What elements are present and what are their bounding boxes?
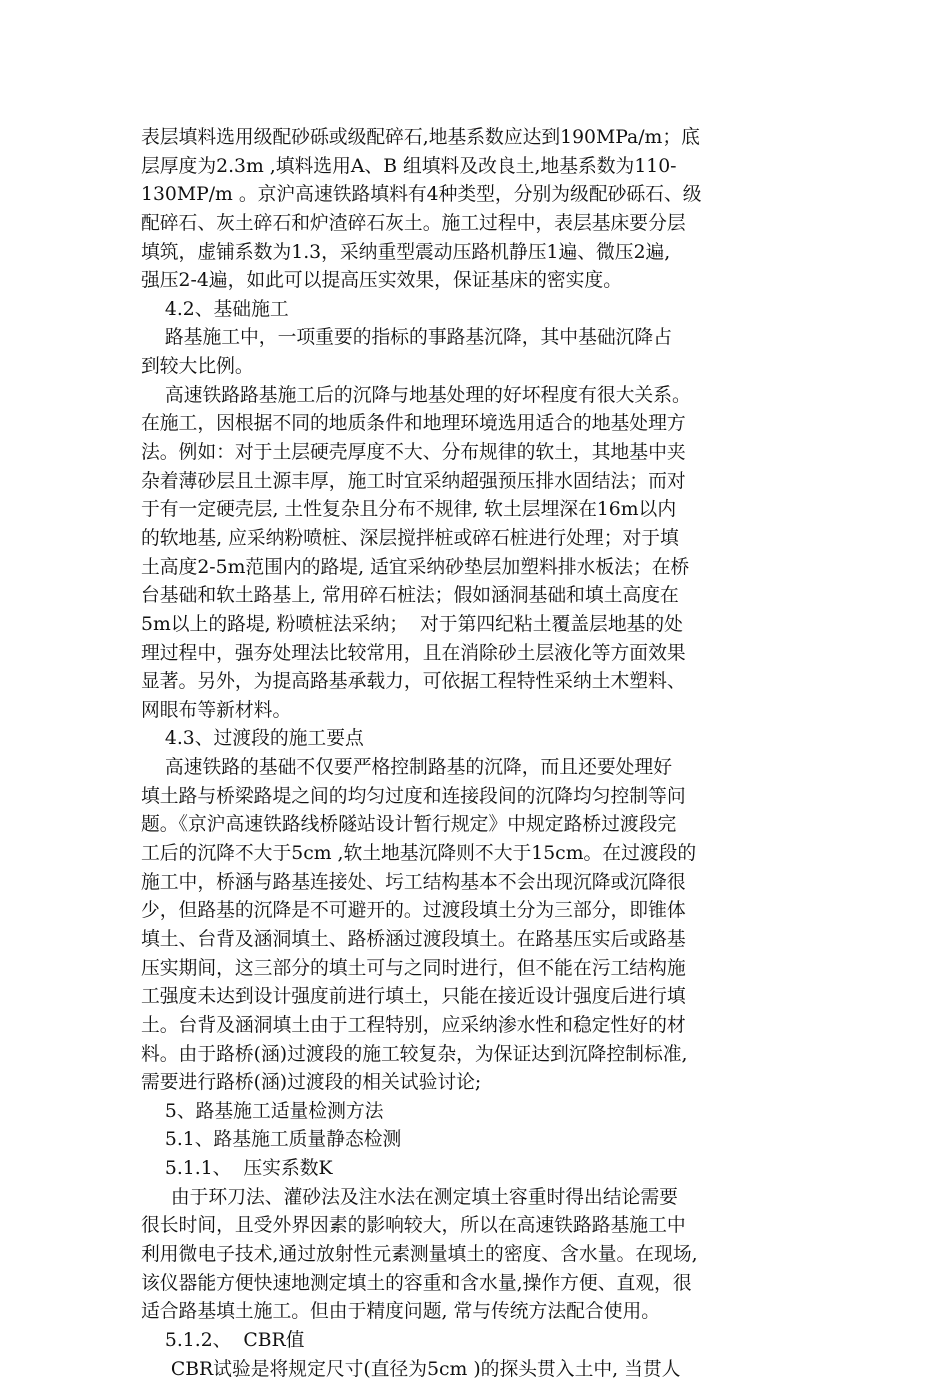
section-heading: 5.1.1、 压实系数K bbox=[141, 1158, 333, 1180]
section-heading: 4.2、基础施工 bbox=[141, 298, 289, 320]
text-line: 于有一定硬壳层, 土性复杂且分布不规律, 软土层埋深在16m以内 bbox=[141, 499, 677, 521]
text-line: 由于环刀法、灌砂法及注水法在测定填土容重时得出结论需要 bbox=[141, 1186, 678, 1208]
text-line: 130MP/m 。京沪高速铁路填料有4种类型，分别为级配砂砾石、级 bbox=[141, 184, 702, 206]
text-line: 适合路基填土施工。但由于精度问题, 常与传统方法配合使用。 bbox=[141, 1301, 661, 1323]
text-line: 填土路与桥梁路堤之间的均匀过度和连接段间的沉降均匀控制等问 bbox=[141, 785, 686, 807]
text-line: 填筑，虚铺系数为1.3，采纳重型震动压路机静压1遍、微压2遍, bbox=[141, 241, 671, 263]
text-line: 5m以上的路堤, 粉喷桩法采纳； 对于第四纪粘土覆盖层地基的处 bbox=[141, 613, 683, 635]
text-line: 少，但路基的沉降是不可避开的。过渡段填土分为三部分，即锥体 bbox=[141, 900, 686, 922]
text-line: 强压2-4遍，如此可以提高压实效果，保证基床的密实度。 bbox=[141, 270, 622, 292]
text-line: 高速铁路路基施工后的沉降与地基处理的好坏程度有很大关系。 bbox=[141, 384, 691, 406]
text-line: 的软地基, 应采纳粉喷桩、深层搅拌桩或碎石桩进行处理；对于填 bbox=[141, 527, 679, 549]
section-heading: 5.1.2、 CBR值 bbox=[141, 1329, 305, 1351]
text-line: 网眼布等新材料。 bbox=[141, 699, 292, 721]
text-line: 表层填料选用级配砂砾或级配碎石,地基系数应达到190MPa/m；底 bbox=[141, 127, 700, 148]
text-line: 法。例如：对于土层硬壳厚度不大、分布规律的软土，其地基中夹 bbox=[141, 442, 686, 464]
text-line: 题。《京沪高速铁路线桥隧站设计暂行规定》中规定路桥过渡段完 bbox=[141, 814, 677, 836]
section-heading: 5.1、路基施工质量静态检测 bbox=[141, 1129, 402, 1151]
section-heading: 4.3、过渡段的施工要点 bbox=[141, 728, 364, 750]
text-line: 工强度未达到设计强度前进行填土，只能在接近设计强度后进行填 bbox=[141, 986, 686, 1008]
text-line: 该仪器能方便快速地测定填土的容重和含水量,操作方便、直观，很 bbox=[141, 1272, 692, 1294]
text-line: 工后的沉降不大于5cm ,软土地基沉降则不大于15cm。在过渡段的 bbox=[141, 843, 697, 865]
text-line: 很长时间，且受外界因素的影响较大，所以在高速铁路路基施工中 bbox=[141, 1215, 686, 1237]
text-line: 施工中，桥涵与路基连接处、圬工结构基本不会出现沉降或沉降很 bbox=[141, 871, 686, 893]
text-line: 路基施工中，一项重要的指标的事路基沉降，其中基础沉降占 bbox=[141, 327, 672, 349]
text-line: 压实期间，这三部分的填土可与之同时进行，但不能在污工结构施 bbox=[141, 957, 686, 979]
document-body bbox=[141, 124, 809, 1384]
text-line: 高速铁路的基础不仅要严格控制路基的沉降，而且还要处理好 bbox=[141, 757, 672, 779]
text-line: 土高度2-5m范围内的路堤, 适宜采纳砂垫层加塑料排水板法；在桥 bbox=[141, 556, 690, 578]
text-line: 土。台背及涵洞填土由于工程特别，应采纳渗水性和稳定性好的材 bbox=[141, 1014, 686, 1036]
text-line: 理过程中，强夯处理法比较常用，且在消除砂土层液化等方面效果 bbox=[141, 642, 686, 664]
text-line: 到较大比例。 bbox=[141, 356, 254, 378]
text-line: 台基础和软土路基上, 常用碎石桩法；假如涵洞基础和填土高度在 bbox=[141, 585, 679, 607]
text-line: 在施工，因根据不同的地质条件和地理环境选用适合的地基处理方 bbox=[141, 413, 686, 435]
text-line: 配碎石、灰土碎石和炉渣碎石灰土。施工过程中，表层基床要分层 bbox=[141, 212, 686, 234]
section-heading: 5、路基施工适量检测方法 bbox=[141, 1100, 384, 1122]
text-line: 料。由于路桥(涵)过渡段的施工较复杂，为保证达到沉降控制标准, bbox=[141, 1043, 688, 1065]
text-line: 显著。另外，为提高路基承载力，可依据工程特性采纳土木塑料、 bbox=[141, 671, 686, 693]
text-line: 需要进行路桥(涵)过渡段的相关试验讨论; bbox=[141, 1072, 482, 1094]
text-line: 层厚度为2.3m ,填料选用A、B 组填料及改良土,地基系数为110- bbox=[141, 155, 677, 177]
text-line: 利用微电子技术,通过放射性元素测量填土的密度、含水量。在现场, bbox=[141, 1243, 698, 1265]
text-line: 填土、台背及涵洞填土、路桥涵过渡段填土。在路基压实后或路基 bbox=[141, 928, 686, 950]
text-line: CBR试验是将规定尺寸(直径为5cm )的探头贯入土中, 当贯人 bbox=[141, 1358, 681, 1380]
text-line: 杂着薄砂层且土源丰厚，施工时宜采纳超强预压排水固结法；而对 bbox=[141, 470, 686, 492]
